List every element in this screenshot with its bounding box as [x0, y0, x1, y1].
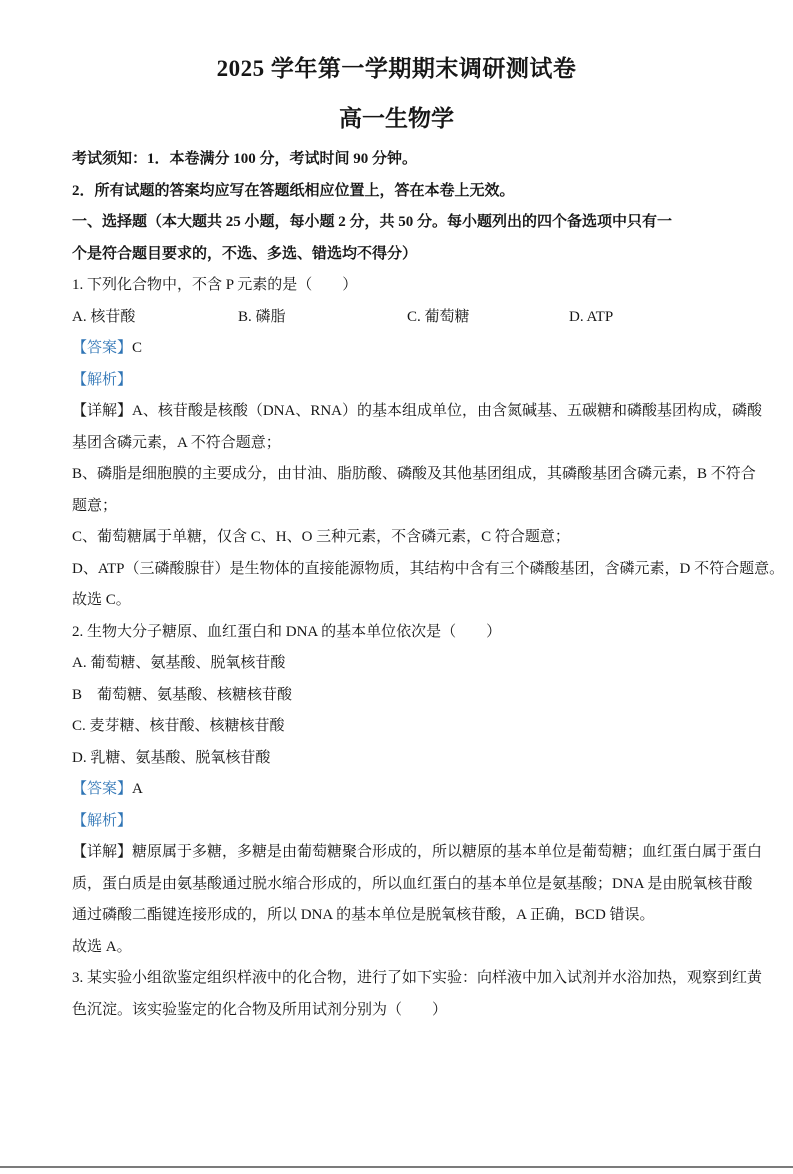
- question-2-analysis-line: [72, 806, 721, 838]
- question-2-detail-line: 质，蛋白质是由氨基酸通过脱水缩合形成的，所以血红蛋白的基本单位是氨基酸；DNA 是由脱氧核苷酸: [72, 875, 753, 892]
- section-heading-line-2: 个是符合题目要求的，不选、多选、错选均不得分）: [72, 245, 418, 262]
- exam-notice-line-2: 2．所有试题的答案均应写在答题纸相应位置上，答在本卷上无效。: [72, 182, 515, 199]
- question-1-option-c: C. 葡萄糖: [407, 308, 470, 325]
- question-1-detail-line: D、ATP（三磷酸腺苷）是生物体的直接能源物质，其结构中含有三个磷酸基团，含磷元素，D 不符合题意。: [72, 560, 785, 577]
- question-1-detail-line: 【详解】A、核苷酸是核酸（DNA、RNA）的基本组成单位，由含氮碱基、五碳糖和磷酸基团构成，磷酸: [72, 403, 763, 419]
- question-1-conclusion-line: 故选 C。: [72, 592, 131, 608]
- question-2-conclusion-line: 故选 A。: [72, 938, 132, 955]
- analysis-label: 【解析】: [72, 371, 133, 388]
- question-1-detail-line: 题意；: [72, 497, 118, 514]
- question-2-option-b: B 葡萄糖、氨基酸、核糖核苷酸: [72, 686, 293, 703]
- question-1-answer-line: [72, 333, 721, 365]
- question-1-analysis-line: [72, 365, 721, 397]
- question-1-detail-line: B、磷脂是细胞膜的主要成分，由甘油、脂肪酸、磷酸及其他基团组成，其磷酸基团含磷元素，B 不符合: [72, 466, 756, 482]
- analysis-label: 【解析】: [72, 812, 133, 829]
- question-1-answer-value: C: [132, 340, 143, 356]
- question-2-detail-line: 通过磷酸二酯键连接形成的，所以 DNA 的基本单位是脱氧核苷酸，A 正确，BCD 错误。: [72, 907, 655, 923]
- question-1-option-d: D. ATP: [569, 308, 614, 325]
- question-1-detail-line: 基团含磷元素，A 不符合题意；: [72, 434, 281, 451]
- answer-label: 【答案】: [72, 340, 133, 356]
- question-1-option-b: B. 磷脂: [238, 308, 286, 325]
- document-body: [72, 144, 785, 1026]
- question-1-option-a: A. 核苷酸: [72, 308, 136, 325]
- document-subtitle: 高一生物学: [339, 106, 454, 131]
- answer-label: 【答案】: [72, 781, 133, 797]
- question-3-stem-line-1: 3. 某实验小组欲鉴定组织样液中的化合物，进行了如下实验：向样液中加入试剂并水浴加热，观察到红黄: [72, 970, 763, 986]
- question-2-stem: 2. 生物大分子糖原、血红蛋白和 DNA 的基本单位依次是（ ）: [72, 623, 502, 640]
- question-1-detail-line: C、葡萄糖属于单糖，仅含 C、H、O 三种元素，不含磷元素，C 符合题意；: [72, 529, 570, 545]
- question-3-stem-line-2: 色沉淀。该实验鉴定的化合物及所用试剂分别为（ ）: [72, 1001, 448, 1018]
- page-bottom-edge: [0, 1166, 793, 1168]
- question-2-detail-line: 【详解】糖原属于多糖，多糖是由葡萄糖聚合形成的，所以糖原的基本单位是葡萄糖；血红蛋白属于蛋白: [72, 844, 763, 860]
- document-title: 2025 学年第一学期期末调研测试卷: [216, 56, 577, 81]
- section-heading-line-1: 一、选择题（本大题共 25 小题，每小题 2 分，共 50 分。每小题列出的四个备选项中只有一: [72, 214, 673, 230]
- question-2-option-a: A. 葡萄糖、氨基酸、脱氧核苷酸: [72, 655, 286, 671]
- question-2-answer-value: A: [132, 781, 143, 797]
- question-1-stem: 1. 下列化合物中，不含 P 元素的是（ ）: [72, 277, 358, 293]
- question-2-option-d: D. 乳糖、氨基酸、脱氧核苷酸: [72, 749, 271, 766]
- question-2-option-c: C. 麦芽糖、核苷酸、核糖核苷酸: [72, 718, 285, 734]
- question-2-answer-line: [72, 774, 721, 806]
- question-1-options-row: [72, 302, 721, 334]
- exam-document-page: [0, 52, 793, 1174]
- exam-notice-line-1: 考试须知：1．本卷满分 100 分，考试时间 90 分钟。: [72, 151, 418, 167]
